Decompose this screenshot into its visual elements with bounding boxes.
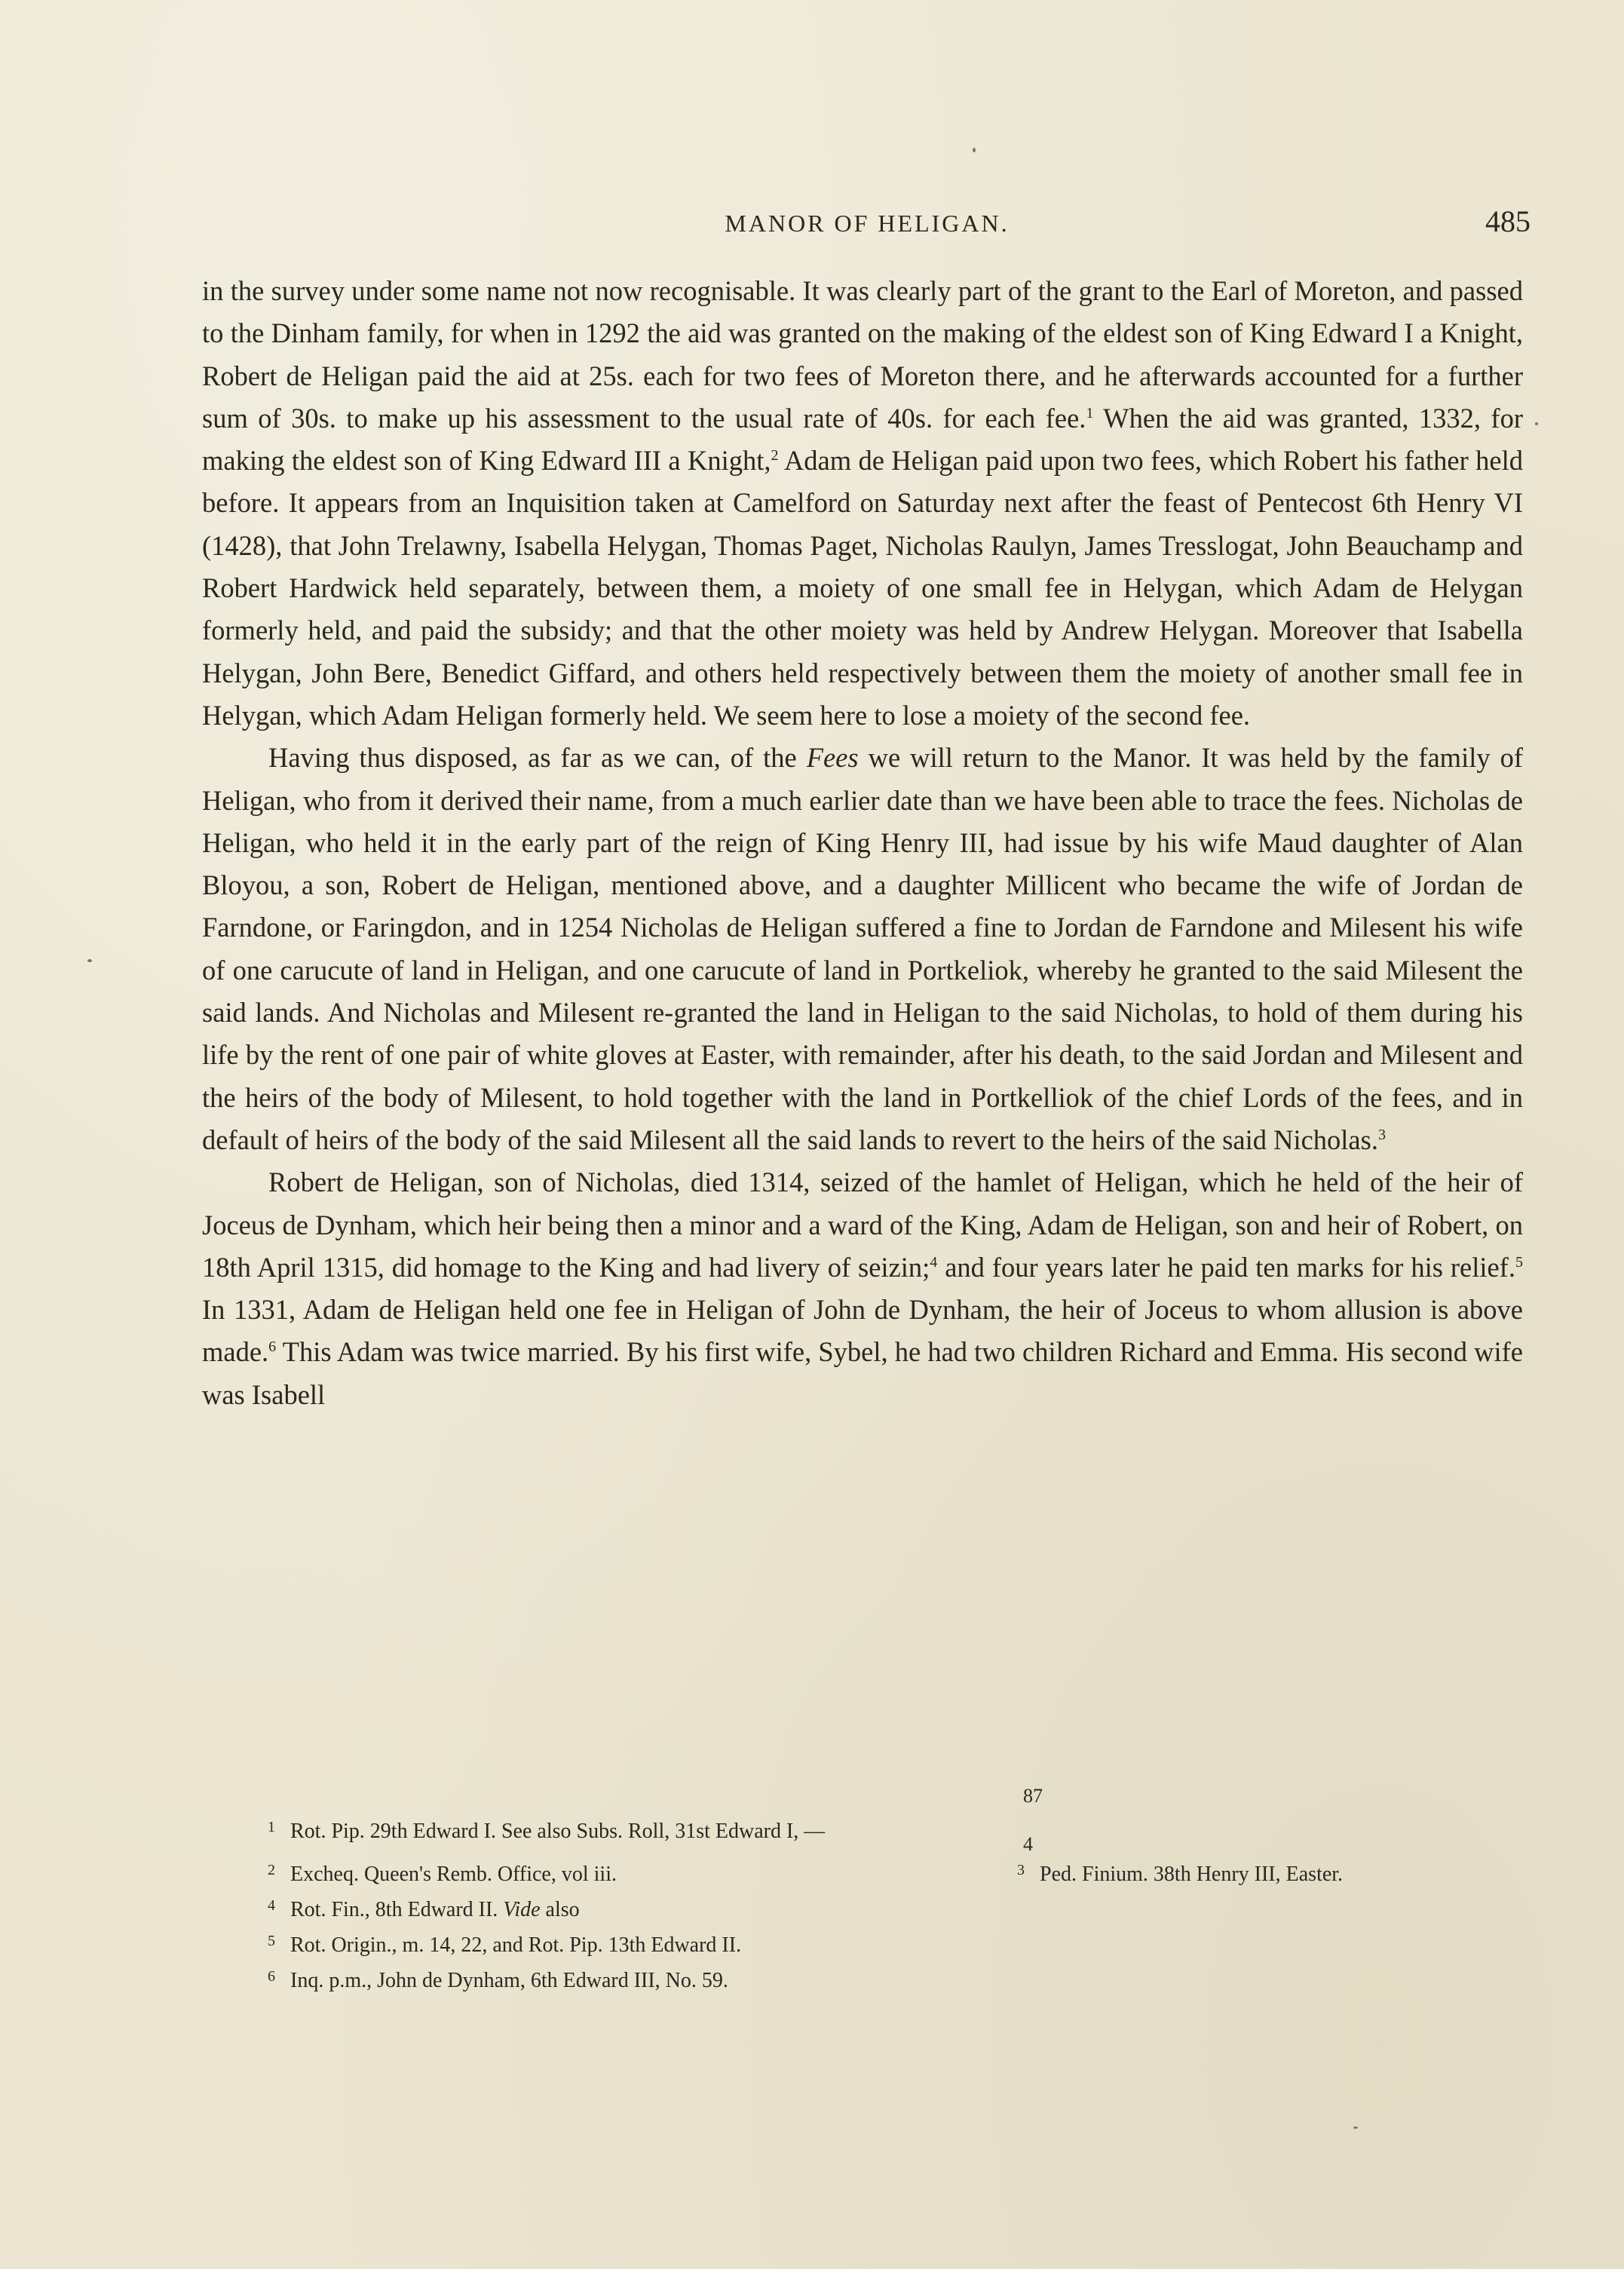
running-title: MANOR OF HELIGAN. bbox=[725, 210, 1010, 237]
footnote-number: 3 bbox=[1017, 1862, 1025, 1878]
fraction-denominator: 4 bbox=[1023, 1833, 1033, 1855]
footnote-number: 4 bbox=[268, 1897, 275, 1914]
text-run: When the aid was granted, 1332, for making the eldest son of King Edward III a Knight, bbox=[202, 402, 1523, 477]
paragraph bbox=[202, 1161, 1523, 1416]
text-run: Robert de Heligan, son of Nicholas, died 1314, seized of the hamlet of Heligan, which he held of the heir of Joceus de Dynham, which heir being then a minor and a ward of the King, Adam de Heligan, son and heir of Robert, on 18th April 1315, did homage to the King and had livery of seizin; bbox=[202, 1167, 1523, 1283]
footnote-text-after: also bbox=[540, 1898, 580, 1921]
footnote-number: 6 bbox=[268, 1968, 275, 1985]
footnote-text: Inq. p.m., John de Dynham, 6th Edward III, No. 59. bbox=[290, 1969, 728, 1992]
italic-text: Fees bbox=[806, 742, 859, 774]
paragraph bbox=[202, 737, 1523, 1161]
text-run: Adam de Heligan paid upon two fees, which Robert his father held before. It appears from an Inquisition taken at Camelford on Saturday next after the feast of Pentecost 6th Henry VI (1428), that John Trelawny, Isabella Helygan, Thomas Paget, Nicholas Raulyn, James Tresslogat, John Beauchamp and Robert Hardwick held separately, between them, a moiety of one small fee in Helygan, which Adam de Helygan formerly held, and paid the subsidy; and that the other moiety was held by Andrew Helygan. Moreover that Isabella Helygan, John Bere, Benedict Giffard, and others held respectively between them the moiety of another small fee in Helygan, which Adam Heligan formerly held. We seem here to lose a moiety of the second fee. bbox=[202, 445, 1523, 731]
text-run: we will return to the Manor. It was held by the family of Heligan, who from it derived their name, from a much earlier date than we have been able to trace the fees. Nicholas de Heligan, who held it in the early part of the reign of King Henry III, had issue by his wife Maud daughter of Alan Bloyou, a son, Robert de Heligan, mentioned above, and a daughter Millicent who became the wife of Jordan de Farndone, or Faringdon, and in 1254 Nicholas de Heligan suffered a fine to Jordan de Farndone and Milesent his wife of one carucute of land in Heligan, and one carucute of land in Portkeliok, whereby he granted to the said Milesent the said lands. And Nicholas and Milesent re-granted the land in Heligan to the said Nicholas, to hold of them during his life by the rent of one pair of white gloves at Easter, with remainder, after his death, to the said Jordan and Milesent and the heirs of the body of Milesent, to hold together with the land in Portkelliok of the chief Lords of the fees, and in default of heirs of the body of the said Milesent all the said lands to revert to the heirs of the said Nicholas. bbox=[202, 742, 1523, 1155]
paper-speck bbox=[1353, 2126, 1358, 2129]
footnote-number: 5 bbox=[268, 1933, 275, 1949]
footnotes bbox=[268, 1785, 1549, 1995]
footnote-number: 2 bbox=[268, 1862, 275, 1878]
footnote-fraction bbox=[1023, 1785, 1053, 1856]
footnote-number: 1 bbox=[268, 1819, 275, 1835]
footnote-text: Rot. Fin., 8th Edward II. bbox=[290, 1898, 498, 1921]
paper-speck bbox=[1535, 422, 1538, 425]
footnote-3 bbox=[1017, 1853, 1343, 1892]
text-run: This Adam was twice married. By his first wife, Sybel, he had two children Richard and Emma. His second wife was Isabell bbox=[202, 1336, 1523, 1410]
footnote-2 bbox=[268, 1853, 1549, 1888]
footnote-text: Excheq. Queen's Remb. Office, vol iii. bbox=[290, 1863, 617, 1886]
text-run: and four years later he paid ten marks for his relief. bbox=[937, 1251, 1515, 1283]
body-text bbox=[202, 270, 1523, 1416]
footnote-4 bbox=[268, 1888, 1549, 1924]
footnote-reference: 5 bbox=[1515, 1253, 1523, 1271]
footnote-6 bbox=[268, 1959, 1549, 1995]
footnote-reference: 2 bbox=[771, 447, 779, 465]
footnote-italic: Vide bbox=[503, 1898, 541, 1921]
page-header bbox=[204, 204, 1531, 241]
footnote-reference: 4 bbox=[930, 1253, 938, 1271]
footnote-text: Ped. Finium. 38th Henry III, Easter. bbox=[1040, 1863, 1344, 1886]
footnote-reference: 1 bbox=[1086, 404, 1094, 422]
text-run: In 1331, Adam de Heligan held one fee in Heligan of John de Dynham, the heir of Joceus to whom allusion is above made. bbox=[202, 1294, 1523, 1368]
text-run: Having thus disposed, as far as we can, of the bbox=[268, 742, 807, 774]
footnote-5 bbox=[268, 1924, 1549, 1959]
footnote-1 bbox=[268, 1785, 1549, 1855]
paragraph bbox=[202, 270, 1523, 737]
fraction-numerator: 87 bbox=[1023, 1785, 1043, 1807]
page-number: 485 bbox=[1485, 204, 1531, 238]
text-run: in the survey under some name not now recognisable. It was clearly part of the grant to the Earl of Moreton, and passed to the Dinham family, for when in 1292 the aid was granted on the making of the eldest son of King Edward I a Knight, Robert de Heligan paid the aid at 25s. each for two fees of Moreton there, and he afterwards accounted for a further sum of 30s. to make up his assessment to the usual rate of 40s. for each fee. bbox=[202, 275, 1523, 434]
footnote-reference: 3 bbox=[1377, 1126, 1386, 1143]
paper-speck bbox=[973, 148, 976, 152]
footnote-reference: 6 bbox=[268, 1338, 277, 1356]
footnote-text: Rot. Origin., m. 14, 22, and Rot. Pip. 13th Edward II. bbox=[290, 1933, 742, 1957]
paper-speck bbox=[87, 959, 92, 962]
footnote-text: Rot. Pip. 29th Edward I. See also Subs. Roll, 31st Edward I, — bbox=[290, 1820, 826, 1843]
